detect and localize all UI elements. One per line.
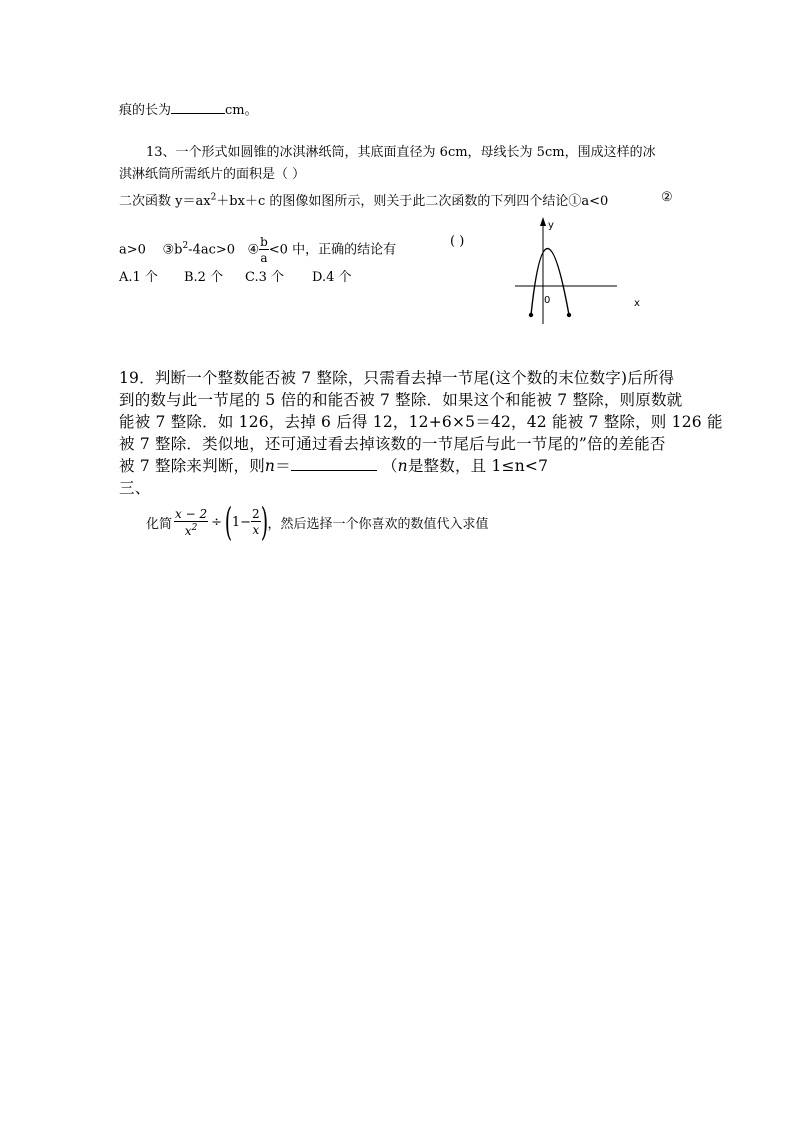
option-b: B.2 个: [184, 270, 224, 285]
origin-label: 0: [544, 295, 551, 306]
fraction-1-denominator: [174, 522, 208, 537]
question-13-line-1: 13、一个形式如圆锥的冰淇淋纸筒，其底面直径为 6cm，母线长为 5cm，围成这样的冰: [146, 145, 656, 160]
curve-endpoint-left: [529, 313, 533, 317]
simplify-question: [146, 500, 489, 544]
option-a: A.1 个: [119, 270, 158, 285]
quadratic-question-intro: [119, 190, 608, 209]
condition-3-a: ③b: [162, 242, 183, 258]
quadratic-conditions-line: [119, 226, 396, 270]
option-c: C.3 个: [245, 270, 285, 285]
fraction-numerator: b: [260, 234, 268, 249]
fragment-suffix: cm。: [225, 103, 258, 118]
question-19-line-1: 19．判断一个整数能否被 7 整除，只需看去掉一节尾(这个数的末位数字)后所得: [119, 369, 675, 387]
condition-3-exponent: 2: [182, 241, 189, 251]
line-5-part-a: 被 7 整除来判断，则: [119, 457, 265, 475]
fragment-prefix: 痕的长为: [119, 103, 172, 118]
section-three-label: 三、: [119, 479, 151, 497]
answer-blank: [291, 456, 377, 471]
denominator-exponent: 2: [191, 522, 198, 533]
fraction-2-numerator: 2: [252, 507, 260, 521]
fraction-1-numerator: x − 2: [175, 506, 208, 521]
simplify-fraction-1: [174, 508, 208, 537]
condition-4-marker: ④: [247, 242, 260, 258]
question-19-line-5: [119, 454, 548, 476]
one-minus: 1−: [231, 514, 252, 530]
condition-3-b: -4ac>0: [188, 242, 236, 258]
condition-2-marker: ②: [661, 190, 673, 205]
option-d: D.4 个: [312, 270, 352, 285]
question-19-line-4: 被 7 整除．类似地，还可通过看去掉该数的一节尾后与此一节尾的”倍的差能否: [119, 435, 666, 453]
curve-endpoint-right: [567, 313, 571, 317]
intro-part-b: ＋bx＋c 的图像如图所示，则关于此二次函数的下列四个结论①a<0: [216, 194, 609, 209]
simplify-fraction-2: [251, 508, 261, 536]
left-big-paren: (: [224, 500, 233, 544]
y-axis-label: y: [548, 220, 554, 231]
variable-n: n: [397, 457, 408, 475]
variable-n: n: [264, 457, 276, 475]
condition-4-tail: <0 中，正确的结论有: [268, 242, 397, 258]
line-5-part-c: 是整数，且 1≤n<7: [407, 457, 549, 475]
parabola-graph: [505, 212, 655, 327]
condition-4-fraction: [259, 236, 269, 264]
equals-sign: ＝: [275, 457, 291, 475]
intro-part-a: 二次函数 y＝ax: [119, 194, 211, 209]
simplify-prefix: 化简: [146, 516, 173, 532]
y-axis-arrow: [540, 217, 546, 226]
answer-blank: [171, 101, 225, 114]
fraction-2-denominator: x: [252, 523, 260, 537]
question-19-line-3: 能被 7 整除．如 126，去掉 6 后得 12，12+6×5＝42，42 能被 7 整除，则 126 能: [119, 413, 723, 431]
denominator-base: x: [184, 523, 192, 538]
question-19-line-2: 到的数与此一节尾的 5 倍的和能否被 7 整除．如果这个和能被 7 整除，则原数就: [119, 391, 683, 409]
question-13-line-2: 淇淋纸筒所需纸片的面积是（ ）: [119, 167, 306, 182]
line-5-paren: （: [381, 457, 398, 475]
right-big-paren: ): [260, 500, 268, 544]
answer-paren: ( ): [450, 234, 465, 249]
condition-2: a>0: [119, 242, 146, 258]
intro-exponent: 2: [210, 192, 217, 203]
simplify-suffix: ，然后选择一个你喜欢的数值代入求值: [267, 516, 489, 532]
division-sign: ÷: [211, 514, 223, 530]
question-fragment-line: [119, 99, 258, 118]
fraction-denominator: a: [260, 250, 268, 265]
x-axis-label: x: [634, 298, 640, 309]
